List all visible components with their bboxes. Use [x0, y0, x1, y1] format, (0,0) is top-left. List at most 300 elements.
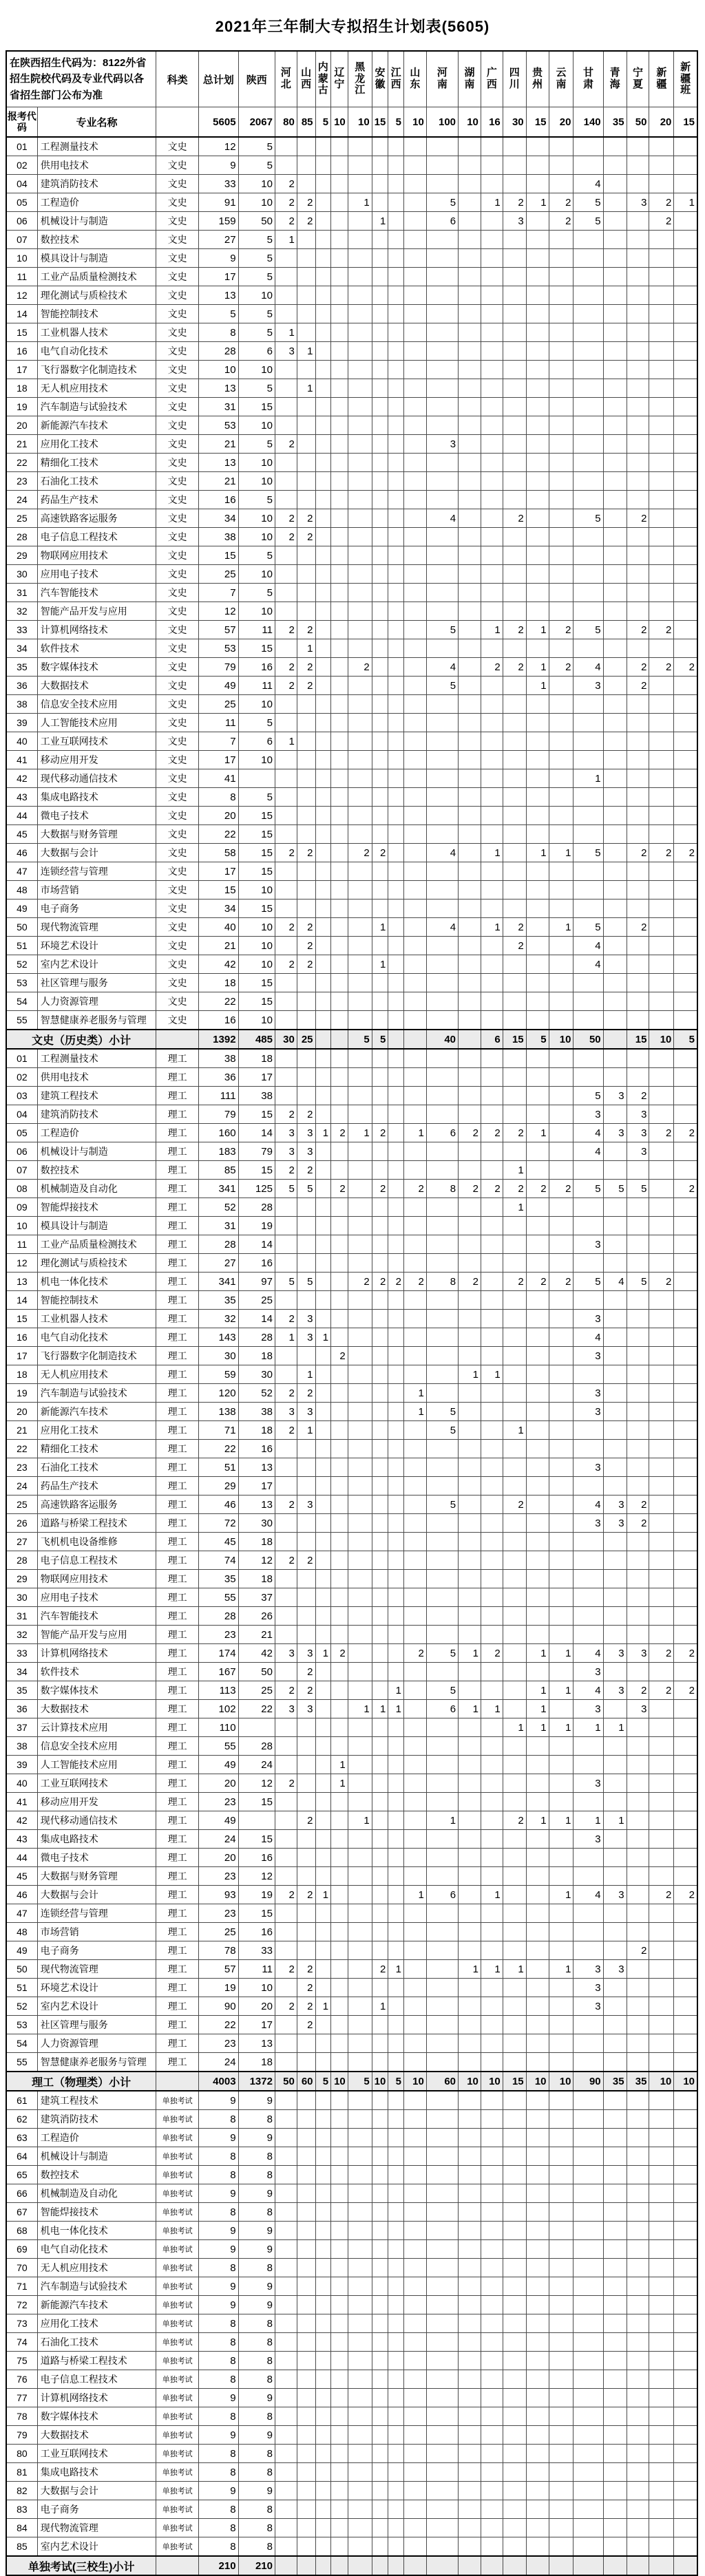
province-value: [574, 1849, 603, 1867]
province-value: 3: [627, 1105, 649, 1124]
province-value: [403, 900, 426, 918]
major-name: 信息安全技术应用: [37, 1737, 156, 1756]
province-value: [503, 1774, 526, 1793]
province-value: [348, 231, 372, 249]
province-value: [674, 1793, 697, 1811]
province-value: [372, 231, 388, 249]
major-code: 55: [6, 1011, 37, 1030]
province-value: 5: [275, 1273, 297, 1291]
province-value: [297, 2147, 315, 2166]
province-value: [372, 1644, 388, 1663]
province-value: [549, 2445, 574, 2463]
province-value: [603, 2277, 627, 2296]
category: 理工: [156, 1607, 199, 1626]
province-value: [315, 1867, 331, 1886]
province-value: [674, 1830, 697, 1849]
province-value: [574, 2463, 603, 2482]
province-value: [481, 379, 503, 398]
province-value: 2: [403, 1273, 426, 1291]
province-value: [549, 1011, 574, 1030]
total-plan: 9: [199, 2296, 239, 2314]
major-row: [6, 2352, 697, 2370]
major-row: [6, 1328, 697, 1347]
subtotal-province-value: 15: [503, 2072, 526, 2091]
category: 单独考试: [156, 2389, 199, 2407]
province-value: [275, 2147, 297, 2166]
major-code: 74: [6, 2333, 37, 2352]
province-value: 2: [674, 1681, 697, 1700]
major-row: [6, 1310, 697, 1328]
province-value: [275, 491, 297, 509]
province-value: [603, 584, 627, 602]
province-value: [603, 937, 627, 955]
category: 理工: [156, 1384, 199, 1403]
province-value: [674, 1011, 697, 1030]
province-value: [459, 1886, 481, 1904]
province-value: [331, 602, 348, 621]
major-code: 27: [6, 1533, 37, 1551]
province-value: [372, 454, 388, 472]
province-value: [315, 1068, 331, 1087]
province-value: 2: [503, 1811, 526, 1830]
province-value: [459, 1830, 481, 1849]
category: 文史: [156, 249, 199, 268]
province-value: [403, 1198, 426, 1217]
province-value: [627, 249, 649, 268]
province-value: [459, 602, 481, 621]
province-value: [388, 1291, 404, 1310]
province-value: [549, 788, 574, 807]
province-value: [388, 379, 404, 398]
province-value: 28: [238, 1198, 275, 1217]
province-value: [674, 1551, 697, 1570]
province-value: [331, 2314, 348, 2333]
major-row: [6, 1217, 697, 1235]
province-value: [674, 268, 697, 286]
province-value: [297, 862, 315, 881]
province-value: [315, 1551, 331, 1570]
total-plan: 91: [199, 193, 239, 212]
province-value: [503, 1700, 526, 1718]
province-value: [674, 1626, 697, 1644]
province-value: [481, 788, 503, 807]
province-value: [503, 2500, 526, 2519]
province-value: [297, 788, 315, 807]
province-value: 5: [426, 1681, 458, 1700]
province-value: [297, 1011, 315, 1030]
province-value: [403, 881, 426, 900]
major-row: [6, 472, 697, 491]
province-value: [348, 2445, 372, 2463]
province-value: [481, 491, 503, 509]
province-value: [426, 2445, 458, 2463]
province-value: [627, 714, 649, 732]
major-code: 32: [6, 602, 37, 621]
province-name: 云南: [556, 67, 567, 90]
province-value: [674, 565, 697, 584]
province-value: [372, 472, 388, 491]
province-value: [481, 1254, 503, 1273]
province-value: [549, 992, 574, 1011]
major-row: [6, 1588, 697, 1607]
province-value: [331, 2166, 348, 2184]
province-value: [649, 323, 674, 342]
province-value: 2: [297, 212, 315, 231]
province-value: 5: [238, 156, 275, 175]
province-value: [627, 1533, 649, 1551]
province-value: 1: [388, 1681, 404, 1700]
category: 单独考试: [156, 2370, 199, 2389]
province-value: [297, 825, 315, 844]
major-name: 供用电技术: [37, 156, 156, 175]
province-value: [549, 1774, 574, 1793]
province-value: 2: [627, 918, 649, 937]
province-value: [649, 862, 674, 881]
province-value: [297, 1254, 315, 1273]
province-value: [481, 454, 503, 472]
province-value: [627, 2259, 649, 2277]
province-value: [275, 2352, 297, 2370]
province-value: 1: [549, 918, 574, 937]
major-code: 15: [6, 323, 37, 342]
province-value: 1: [549, 1811, 574, 1830]
province-value: [627, 1068, 649, 1087]
province-value: [526, 862, 549, 881]
major-code: 07: [6, 1161, 37, 1180]
province-value: [372, 491, 388, 509]
total-plan: 9: [199, 2129, 239, 2147]
province-value: [426, 1941, 458, 1960]
province-value: [348, 2333, 372, 2352]
province-value: [315, 2463, 331, 2482]
province-value: 2: [275, 1774, 297, 1793]
province-value: [331, 2053, 348, 2072]
province-value: [627, 584, 649, 602]
province-value: [481, 2352, 503, 2370]
major-code: 10: [6, 1217, 37, 1235]
province-value: [526, 1570, 549, 1588]
major-code: 40: [6, 732, 37, 751]
province-value: [603, 1626, 627, 1644]
province-value: [549, 2426, 574, 2445]
province-value: [331, 1681, 348, 1700]
category: 理工: [156, 1793, 199, 1811]
total-plan: 11: [199, 714, 239, 732]
province-value: [348, 1514, 372, 1533]
province-value: [403, 1049, 426, 1068]
province-value: [315, 1310, 331, 1328]
province-value: [526, 1997, 549, 2016]
category: 文史: [156, 1011, 199, 1030]
province-value: 1: [297, 379, 315, 398]
province-value: [297, 1830, 315, 1849]
province-value: [275, 1718, 297, 1737]
province-value: [388, 1997, 404, 2016]
province-value: [649, 491, 674, 509]
province-value: [315, 2445, 331, 2463]
province-value: [526, 1960, 549, 1979]
category: 理工: [156, 1124, 199, 1142]
province-value: [526, 2110, 549, 2129]
province-value: [388, 2314, 404, 2333]
province-value: [388, 1941, 404, 1960]
province-value: [674, 584, 697, 602]
province-value: 2: [331, 1180, 348, 1198]
province-value: [481, 2445, 503, 2463]
province-value: [403, 974, 426, 992]
province-value: [372, 2463, 388, 2482]
province-value: [403, 695, 426, 714]
province-value: [526, 342, 549, 361]
total-plan: 8: [199, 2259, 239, 2277]
province-value: [603, 2519, 627, 2537]
major-name: 智能控制技术: [37, 305, 156, 323]
province-value: [372, 2296, 388, 2314]
total-plan: 8: [199, 2203, 239, 2222]
province-value: [481, 751, 503, 769]
province-value: 1: [574, 769, 603, 788]
province-value: [603, 1830, 627, 1849]
province-value: [275, 1458, 297, 1477]
province-value: [275, 2519, 297, 2537]
province-value: [574, 751, 603, 769]
category: 文史: [156, 900, 199, 918]
province-value: 2: [649, 1273, 674, 1291]
province-value: [526, 305, 549, 323]
province-value: [403, 992, 426, 1011]
province-value: 2: [503, 1180, 526, 1198]
province-value: [403, 2500, 426, 2519]
province-value: 10: [238, 1979, 275, 1997]
major-row: [6, 1533, 697, 1551]
province-value: 8: [238, 2259, 275, 2277]
province-value: 2: [372, 1960, 388, 1979]
subtotal-label: 文史（历史类）小计: [6, 1030, 156, 1049]
province-value: 1: [348, 1811, 372, 1830]
major-row: [6, 955, 697, 974]
province-value: [372, 1328, 388, 1347]
column-header-province: [459, 51, 481, 107]
major-row: [6, 454, 697, 472]
province-value: [275, 2034, 297, 2053]
province-value: [348, 268, 372, 286]
province-value: [372, 398, 388, 416]
province-value: [348, 398, 372, 416]
province-value: 1: [503, 1198, 526, 1217]
major-name: 现代移动通信技术: [37, 769, 156, 788]
province-name: 黑龙江: [355, 61, 366, 96]
province-value: [481, 528, 503, 546]
province-value: [315, 900, 331, 918]
subtotal-province-value: 5: [674, 1030, 697, 1049]
province-value: [348, 1886, 372, 1904]
province-value: [627, 435, 649, 454]
province-value: [331, 1941, 348, 1960]
province-value: [426, 1310, 458, 1328]
province-value: [372, 1793, 388, 1811]
province-value: [459, 1570, 481, 1588]
column-header-province: [403, 51, 426, 107]
province-value: [627, 546, 649, 565]
province-value: [372, 2519, 388, 2537]
province-value: [649, 2277, 674, 2296]
major-name: 新能源汽车技术: [37, 1403, 156, 1421]
province-value: [331, 379, 348, 398]
province-value: [388, 1588, 404, 1607]
total-plan: 120: [199, 1384, 239, 1403]
total-plan: 8: [199, 2147, 239, 2166]
province-value: [275, 472, 297, 491]
total-plan: 52: [199, 1198, 239, 1217]
province-value: [459, 1105, 481, 1124]
province-value: [481, 2482, 503, 2500]
province-value: 2: [549, 1180, 574, 1198]
province-value: [627, 2463, 649, 2482]
province-value: [526, 528, 549, 546]
province-value: [315, 2314, 331, 2333]
province-value: 6: [238, 342, 275, 361]
province-value: [403, 2240, 426, 2259]
province-value: [674, 2110, 697, 2129]
province-value: [403, 1923, 426, 1941]
province-value: [348, 825, 372, 844]
province-value: [674, 1718, 697, 1737]
province-value: [526, 435, 549, 454]
province-value: [426, 751, 458, 769]
province-value: [627, 1960, 649, 1979]
province-value: [403, 1849, 426, 1867]
province-value: [627, 1904, 649, 1923]
province-value: 2: [674, 1180, 697, 1198]
province-value: [574, 435, 603, 454]
major-row: [6, 1124, 697, 1142]
province-value: [674, 1495, 697, 1514]
province-value: [481, 1663, 503, 1681]
major-name: 机电一体化技术: [37, 2222, 156, 2240]
total-plan: 159: [199, 212, 239, 231]
province-value: [603, 751, 627, 769]
province-value: [348, 361, 372, 379]
subtotal-province-value: 5: [388, 2072, 404, 2091]
province-value: [503, 1570, 526, 1588]
province-value: [649, 1328, 674, 1347]
province-value: [297, 1217, 315, 1235]
major-name: 计算机网络技术: [37, 621, 156, 639]
province-value: 2: [481, 658, 503, 677]
major-name: 建筑工程技术: [37, 1087, 156, 1105]
subtotal-province-value: 5: [348, 1030, 372, 1049]
province-value: [388, 509, 404, 528]
category: 理工: [156, 1328, 199, 1347]
major-row: [6, 268, 697, 286]
province-value: [372, 546, 388, 565]
province-value: [372, 249, 388, 268]
province-value: [315, 825, 331, 844]
province-value: [603, 1774, 627, 1793]
major-name: 无人机应用技术: [37, 2259, 156, 2277]
major-name: 电气自动化技术: [37, 342, 156, 361]
province-value: [503, 137, 526, 156]
province-value: [315, 1663, 331, 1681]
category: 单独考试: [156, 2407, 199, 2426]
province-value: [426, 398, 458, 416]
category: 理工: [156, 1347, 199, 1365]
province-value: [388, 751, 404, 769]
province-value: [348, 2352, 372, 2370]
province-value: [297, 137, 315, 156]
major-row: [6, 342, 697, 361]
province-value: [674, 732, 697, 751]
province-value: 3: [574, 1997, 603, 2016]
major-name: 大数据与会计: [37, 1886, 156, 1904]
province-value: 6: [426, 1886, 458, 1904]
province-value: [574, 2370, 603, 2389]
province-value: [315, 2352, 331, 2370]
province-value: [372, 677, 388, 695]
province-value: [574, 1551, 603, 1570]
province-value: [481, 1011, 503, 1030]
province-value: [574, 1941, 603, 1960]
major-name: 飞行器数字化制造技术: [37, 1347, 156, 1365]
category: 文史: [156, 379, 199, 398]
province-value: [649, 1588, 674, 1607]
province-value: [315, 1941, 331, 1960]
province-value: [649, 900, 674, 918]
province-value: [526, 1941, 549, 1960]
province-value: [331, 1458, 348, 1477]
province-value: 1: [526, 1811, 549, 1830]
major-code: 76: [6, 2370, 37, 2389]
province-value: [481, 1403, 503, 1421]
province-value: [603, 2500, 627, 2519]
major-name: 现代物流管理: [37, 2519, 156, 2537]
province-value: 3: [574, 1347, 603, 1365]
province-value: [403, 435, 426, 454]
province-value: [549, 1941, 574, 1960]
province-value: [549, 1403, 574, 1421]
province-value: 5: [238, 788, 275, 807]
province-value: [426, 249, 458, 268]
province-value: [603, 1068, 627, 1087]
province-value: [526, 714, 549, 732]
province-value: [574, 546, 603, 565]
province-name: 宁夏: [632, 67, 643, 90]
major-code: 71: [6, 2277, 37, 2296]
province-value: [459, 2407, 481, 2426]
category: 文史: [156, 639, 199, 658]
province-value: [574, 1217, 603, 1235]
province-value: [649, 1607, 674, 1626]
total-plan: 9: [199, 249, 239, 268]
province-value: [403, 1588, 426, 1607]
major-code: 34: [6, 639, 37, 658]
province-value: [574, 472, 603, 491]
province-value: [275, 1941, 297, 1960]
province-value: [315, 2519, 331, 2537]
province-value: [403, 2034, 426, 2053]
province-value: [603, 1105, 627, 1124]
province-value: [627, 1551, 649, 1570]
province-value: 14: [238, 1235, 275, 1254]
province-value: [627, 491, 649, 509]
province-value: [503, 825, 526, 844]
province-value: [297, 1904, 315, 1923]
province-value: [315, 1273, 331, 1291]
province-value: 1: [526, 1718, 549, 1737]
province-value: [574, 732, 603, 751]
province-value: [503, 955, 526, 974]
major-row: [6, 1011, 697, 1030]
